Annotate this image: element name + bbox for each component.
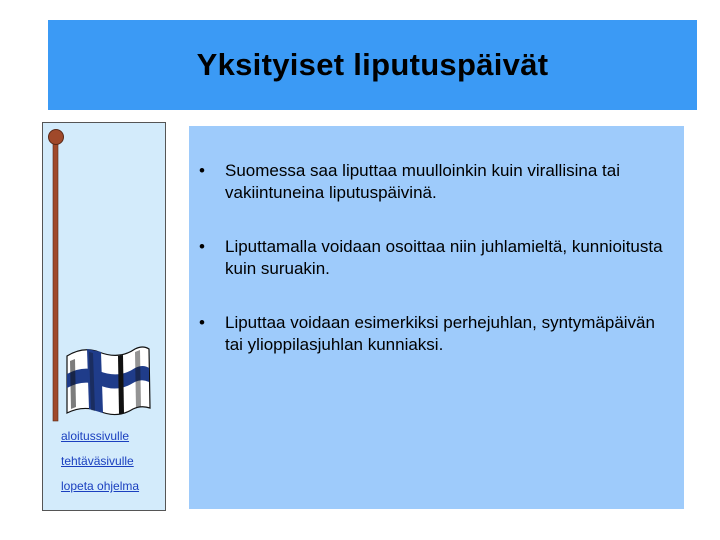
flagpole-icon <box>49 130 64 422</box>
nav-link-tehtavasivulle[interactable]: tehtäväsivulle <box>61 454 134 468</box>
nav-link-aloitussivulle[interactable]: aloitussivulle <box>61 429 130 443</box>
bullet-icon: • <box>199 237 205 256</box>
list-item <box>199 312 669 356</box>
bullet-text: Suomessa saa liputtaa muulloinkin kuin virallisina tai vakiintuneina liputuspäivinä. <box>225 161 620 202</box>
list-item <box>199 160 669 204</box>
flagpole-graphic <box>43 123 165 423</box>
list-item <box>199 236 669 280</box>
nav-links <box>61 427 139 495</box>
side-panel <box>42 122 166 511</box>
bullet-list <box>199 160 669 388</box>
title-bar <box>48 20 697 110</box>
content-panel <box>189 126 684 509</box>
bullet-icon: • <box>199 313 205 332</box>
bullet-icon: • <box>199 161 205 180</box>
page-title: Yksityiset liputuspäivät <box>196 47 549 82</box>
bullet-text: Liputtaa voidaan esimerkiksi perhejuhlan, syntymäpäivän tai ylioppilasjuhlan kunniaksi. <box>225 313 655 354</box>
nav-link-lopeta-ohjelma[interactable]: lopeta ohjelma <box>61 479 140 493</box>
bullet-text: Liputtamalla voidaan osoittaa niin juhlamieltä, kunnioitusta kuin suruakin. <box>225 237 663 278</box>
finnish-flag-icon <box>67 347 150 415</box>
